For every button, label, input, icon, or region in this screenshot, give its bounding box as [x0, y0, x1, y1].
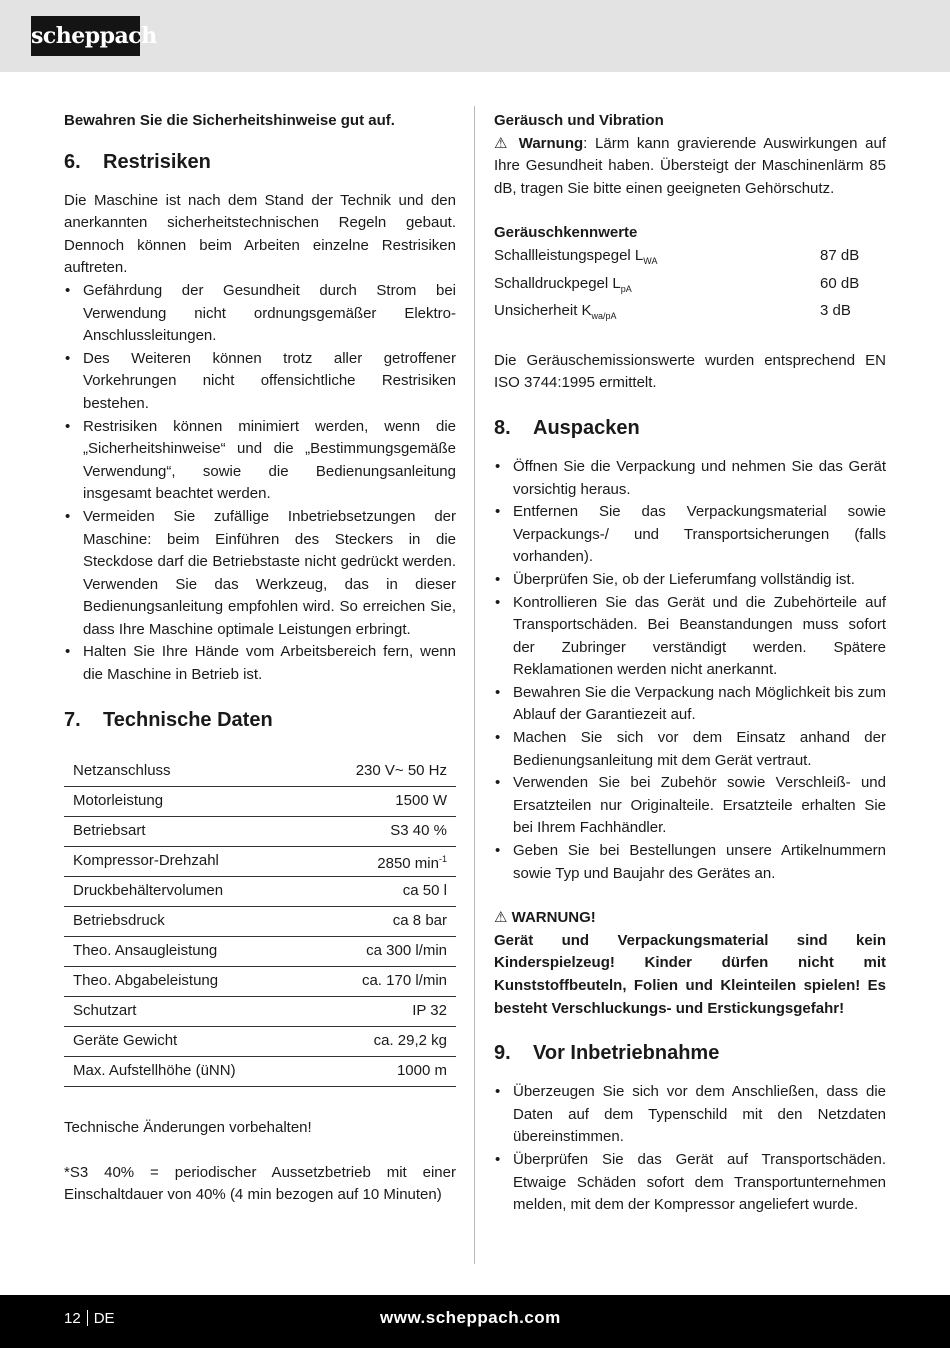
noise-value-row: Schallleistungspegel $L_{WA}$ 87 dB [494, 246, 860, 266]
table-row: Netzanschluss 230 V~ 50 Hz [64, 757, 456, 787]
list-item: • Machen Sie sich vor dem Einsatz anhand der Bedienungsanleitung mit dem Gerät vertraut. [494, 727, 886, 772]
column-divider [474, 106, 475, 1264]
list-item: • Halten Sie Ihre Hände vom Arbeitsbereich fern, wenn die Maschine in Betrieb ist. [64, 641, 456, 686]
table-row: Betriebsdruck ca 8 bar [64, 907, 456, 937]
keep-instructions-note: Bewahren Sie die Sicherheitshinweise gut auf. [64, 112, 395, 129]
child-safety-warning: Gerät und Verpackungsmaterial sind kein Kinderspielzeug! Kinder dürfen nicht mit Kunststoffbeuteln, Folien und Kleinteilen spielen! Es besteht Verschluckungs- und Erstickungsgefahr! [494, 931, 886, 1017]
noise-value-row: Schalldruckpegel $L_{pA}$ 60 dB [494, 274, 860, 294]
footer-bar [0, 1295, 950, 1348]
right-column [494, 110, 886, 1217]
scheppach-logo: scheppach [31, 16, 140, 56]
section-9-heading: 9. Vor Inbetriebnahme [494, 1042, 720, 1065]
list-item: • Verwenden Sie bei Zubehör sowie Verschleiß- und Ersatzteilen nur Originalteile. Ersatzteile erhalten Sie bei Ihrem Fachhändler. [494, 772, 886, 840]
technical-changes-note: Technische Änderungen vorbehalten! [64, 1119, 312, 1137]
header-bar [0, 0, 950, 72]
noise-standard-note: Die Geräuschemissionswerte wurden entsprechend EN ISO 3744:1995 ermittelt. [494, 351, 886, 392]
s3-footnote: *S3 40% = periodischer Aussetzbetrieb mit einer Einschaltdauer von 40% (4 min bezogen auf 10 Minuten) [64, 1163, 456, 1204]
noise-value-row: Unsicherheit $K_{wa/pA}$ 3 dB [494, 302, 851, 322]
noise-warning: ⚠ Warnung: Lärm kann gravierende Auswirkungen auf Ihre Gesundheit haben. Übersteigt der Maschinenlärm 85 dB, tragen Sie bitte einen geeigneten Gehörschutz. [494, 134, 887, 197]
list-item: • Geben Sie bei Bestellungen unsere Artikelnummern sowie Typ und Baujahr des Gerätes an. [494, 840, 886, 885]
table-row: Schutzart IP 32 [64, 997, 456, 1027]
warning-title: ⚠ WARNUNG! [494, 909, 596, 927]
table-row: Motorleistung 1500 W [64, 787, 456, 817]
section-6-intro: Die Maschine ist nach dem Stand der Technik und den anerkannten sicherheitstechnischen Regeln gebaut. Dennoch können beim Arbeiten einzelne Restrisiken auftreten. [64, 191, 456, 277]
noise-values-heading: Geräuschkennwerte [494, 224, 638, 242]
section-6-heading: 6. Restrisiken [64, 150, 211, 173]
table-row: Druckbehältervolumen ca 50 l [64, 877, 456, 907]
table-row: Kompressor-Drehzahl 2850 $\min^{-1}$ [64, 847, 456, 877]
noise-heading: Geräusch und Vibration [494, 112, 664, 129]
section-7-heading: 7. Technische Daten [64, 708, 273, 731]
section-8-heading: 8. Auspacken [494, 416, 640, 439]
list-item: • Vermeiden Sie zufällige Inbetriebsetzungen der Maschine: beim Einführen des Steckers in die Steckdose darf die Betriebstaste nicht gedrückt werden. Verwenden Sie das Werkzeug, das in dieser Bedienungsanleitung empfohlen wird. So erreichen Sie, dass Ihre Maschine optimale Leistungen erbringt. [64, 506, 456, 642]
list-item: • Überprüfen Sie das Gerät auf Transportschäden. Etwaige Schäden sofort dem Transportunternehmen melden, mit dem der Kompressor angeliefert wurde. [494, 1149, 886, 1217]
list-item: • Restrisiken können minimiert werden, wenn die „Sicherheitshinweise“ und die „Bestimmungsgemäße Verwendung“, sowie die Bedienungsanleitung insgesamt beachtet werden. [64, 416, 456, 506]
list-item: • Überprüfen Sie, ob der Lieferumfang vollständig ist. [494, 569, 886, 592]
table-row: Betriebsart S3 40 % [64, 817, 456, 847]
table-row: Max. Aufstellhöhe (üNN) 1000 m [64, 1057, 456, 1087]
section-9-bullet-list [494, 1081, 886, 1217]
table-row: Theo. Ansaugleistung ca 300 l/min [64, 937, 456, 967]
warning-triangle-icon: ⚠ [494, 909, 508, 927]
list-item: • Bewahren Sie die Verpackung nach Möglichkeit bis zum Ablauf der Garantiezeit auf. [494, 682, 886, 727]
separator [87, 1310, 88, 1326]
left-column [64, 110, 456, 1207]
table-row: Theo. Abgabeleistung ca. 170 l/min [64, 967, 456, 997]
page-number: 12 DE [64, 1310, 115, 1327]
list-item: • Gefährdung der Gesundheit durch Strom bei Verwendung nicht ordnungsgemäßer Elektro-Anschlussleitungen. [64, 280, 456, 348]
list-item: • Öffnen Sie die Verpackung und nehmen Sie das Gerät vorsichtig heraus. [494, 456, 886, 501]
list-item: • Überzeugen Sie sich vor dem Anschließen, dass die Daten auf dem Typenschild mit den Netzdaten übereinstimmen. [494, 1081, 886, 1149]
website-url: www.scheppach.com [380, 1308, 561, 1327]
warning-triangle-icon: ⚠ [494, 134, 511, 152]
section-8-bullet-list [494, 456, 886, 885]
section-6-bullet-list [64, 280, 456, 687]
list-item: • Entfernen Sie das Verpackungsmaterial sowie Verpackungs-/ und Transportsicherungen (falls vorhanden). [494, 501, 886, 569]
list-item: • Kontrollieren Sie das Gerät und die Zubehörteile auf Transportschäden. Bei Beanstandungen muss sofort der Zubringer verständigt werden. Spätere Reklamationen werden nicht anerkannt. [494, 592, 886, 682]
list-item: • Des Weiteren können trotz aller getroffener Vorkehrungen nicht offensichtliche Restrisiken bestehen. [64, 348, 456, 416]
table-row: Geräte Gewicht ca. 29,2 kg [64, 1027, 456, 1057]
technical-data-table [64, 757, 456, 1088]
